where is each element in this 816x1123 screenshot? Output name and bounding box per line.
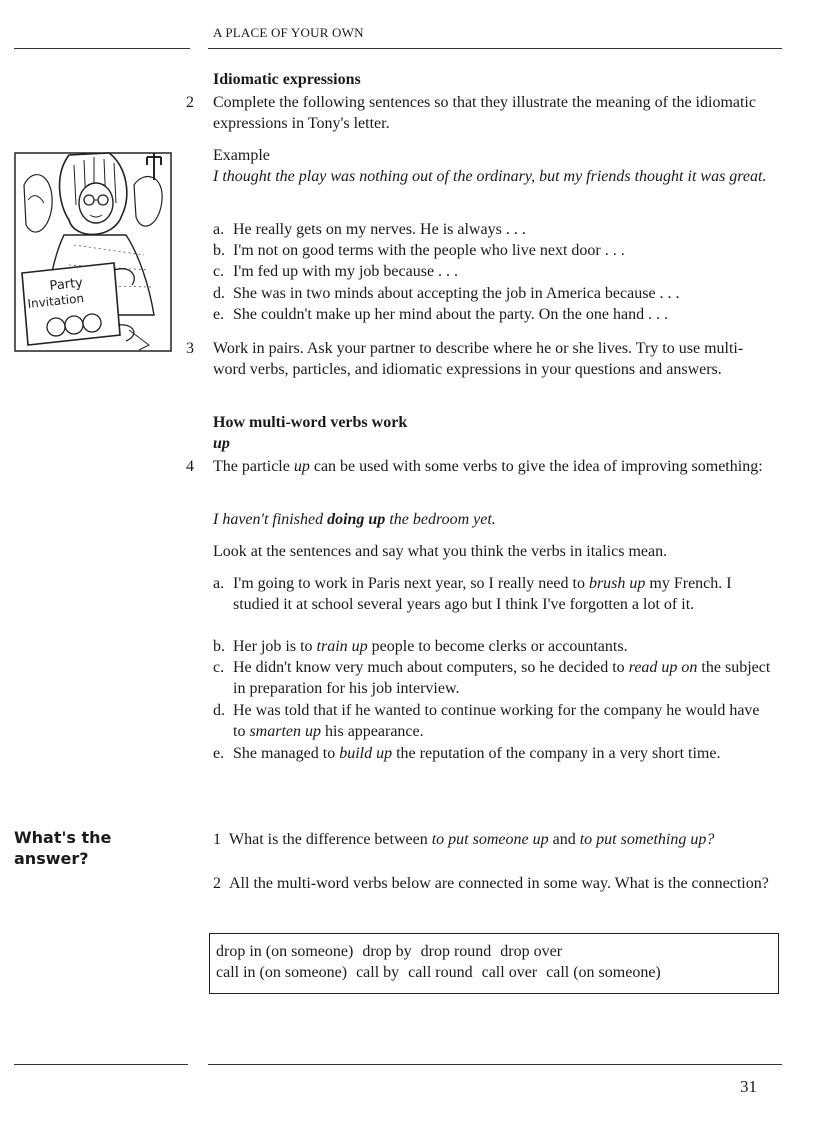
list-item-text: She couldn't make up her mind about the party. On the one hand . . . xyxy=(233,306,669,323)
ex4-example-sentence xyxy=(213,509,788,530)
list-item xyxy=(213,219,788,240)
section-heading-idioms: Idiomatic expressions xyxy=(213,71,361,88)
list-item xyxy=(213,240,788,261)
ex4-text-part1: The particle xyxy=(213,458,294,475)
header-rule-left xyxy=(14,48,190,49)
question-number: 2 xyxy=(213,875,221,892)
ex4-example-part1: I haven't finished xyxy=(213,511,328,528)
exercise-3-text: Work in pairs. Ask your partner to describe where he or she lives. Try to use multi-word verbs, particles, and idiomatic expressions in your questions and answers. xyxy=(213,340,744,378)
list-item-letter: b. xyxy=(213,638,225,655)
item-verb: brush up xyxy=(588,575,646,592)
list-item-text: He really gets on my nerves. He is always . . . xyxy=(233,221,526,238)
exercise-4-text xyxy=(213,456,783,477)
item-text-post: the reputation of the company in a very short time. xyxy=(392,745,721,762)
ex4-example-bold: doing up xyxy=(327,511,386,528)
party-invitation-illustration xyxy=(14,145,174,355)
list-item-text: I'm fed up with my job because . . . xyxy=(233,263,459,280)
list-item-text: I'm not on good terms with the people who live next door . . . xyxy=(233,242,625,259)
list-item-text xyxy=(213,657,783,699)
whats-the-answer-line1: What's the xyxy=(14,828,112,847)
list-item-text: She was in two minds about accepting the job in America because . . . xyxy=(233,285,680,302)
item-verb: train up xyxy=(316,638,368,655)
q1-italic-1: to put someone up xyxy=(431,831,549,848)
list-item-letter: e. xyxy=(213,306,225,323)
word-box-item: call by xyxy=(356,964,400,981)
list-item xyxy=(213,657,788,699)
ex4-example-part2: the bedroom yet. xyxy=(385,511,496,528)
ex4-instruction: Look at the sentences and say what you think the verbs in italics mean. xyxy=(213,543,668,560)
list-item-text xyxy=(213,573,763,615)
question-text: All the multi-word verbs below are connected in some way. What is the connection? xyxy=(229,875,769,892)
illustration-svg xyxy=(14,145,174,355)
word-box-item: call in (on someone) xyxy=(216,964,348,981)
word-box-row-1 xyxy=(216,941,778,962)
list-item-letter: e. xyxy=(213,745,225,762)
list-item-text xyxy=(213,743,788,764)
footer-rule-right xyxy=(208,1064,782,1065)
word-box-item: call round xyxy=(408,964,473,981)
word-box-item: call (on someone) xyxy=(546,964,661,981)
exercise-2-text: Complete the following sentences so that they illustrate the meaning of the idiomatic expressions in Tony's letter. xyxy=(213,94,756,132)
q1-text-pre: What is the difference between xyxy=(229,831,432,848)
item-text-post: my French. I studied it at school several years ago but I think I've forgotten a lot of it. xyxy=(233,575,732,613)
question-text xyxy=(213,829,773,850)
item-verb: read up on xyxy=(628,659,698,676)
list-item xyxy=(213,636,788,657)
q1-text-mid: and xyxy=(548,831,580,848)
question-2 xyxy=(213,873,773,894)
item-verb: build up xyxy=(339,745,393,762)
page-number: 31 xyxy=(740,1077,757,1096)
exercise-number-3: 3 xyxy=(186,340,194,357)
word-box-item: drop round xyxy=(420,943,492,960)
list-item xyxy=(213,304,788,325)
list-item-letter: a. xyxy=(213,575,225,592)
ex4-text-italic: up xyxy=(293,458,310,475)
exercise-number-2: 2 xyxy=(186,94,194,111)
word-box-row-2 xyxy=(216,962,778,983)
item-text-pre: He was told that if he wanted to continue working for the company he would have to xyxy=(233,702,760,740)
list-item xyxy=(213,573,788,615)
running-header: A PLACE OF YOUR OWN xyxy=(213,25,364,40)
list-item-letter: a. xyxy=(213,221,225,238)
whats-the-answer-line2: answer? xyxy=(14,849,89,868)
q1-italic-2: to put something up? xyxy=(579,831,715,848)
footer-rule-left xyxy=(14,1064,188,1065)
example-sentence xyxy=(213,166,788,187)
header-rule-right xyxy=(208,48,782,49)
word-box-item: call over xyxy=(481,964,538,981)
item-text-pre: She managed to xyxy=(233,745,340,762)
ex4-text-part2: can be used with some verbs to give the idea of improving something: xyxy=(309,458,763,475)
example-label: Example xyxy=(213,147,270,164)
list-item-letter: c. xyxy=(213,659,225,676)
whats-the-answer-heading xyxy=(14,827,154,869)
item-text-pre: He didn't know very much about computers, so he decided to xyxy=(233,659,629,676)
verb-word-box xyxy=(209,933,779,994)
subheading-up-text: up xyxy=(213,435,230,452)
word-box-item: drop over xyxy=(500,943,563,960)
section-subheading-up xyxy=(213,433,788,454)
list-item xyxy=(213,700,788,742)
section-heading-multiword: How multi-word verbs work xyxy=(213,414,408,431)
list-item-letter: b. xyxy=(213,242,225,259)
item-verb: smarten up xyxy=(249,723,322,740)
item-text-post: his appearance. xyxy=(321,723,424,740)
example-sentence-text: I thought the play was nothing out of the ordinary, but my friends thought it was great. xyxy=(213,168,767,185)
card-text-party: Party xyxy=(48,275,84,294)
item-text-pre: Her job is to xyxy=(233,638,317,655)
card-text-invitation: Invitation xyxy=(26,291,85,311)
list-item-text xyxy=(213,700,773,742)
exercise-number-4: 4 xyxy=(186,458,194,475)
list-item-letter: d. xyxy=(213,702,225,719)
word-box-item: drop in (on someone) xyxy=(216,943,354,960)
list-item xyxy=(213,283,788,304)
list-item-letter: c. xyxy=(213,263,225,280)
list-item-letter: d. xyxy=(213,285,225,302)
question-number: 1 xyxy=(213,831,221,848)
list-item xyxy=(213,261,788,282)
word-box-item: drop by xyxy=(362,943,412,960)
item-text-pre: I'm going to work in Paris next year, so I really need to xyxy=(233,575,589,592)
question-1 xyxy=(213,829,773,850)
list-item-text xyxy=(213,636,788,657)
list-item xyxy=(213,743,788,764)
item-text-post: people to become clerks or accountants. xyxy=(367,638,628,655)
item-text-post: the subject in preparation for his job interview. xyxy=(233,659,771,697)
